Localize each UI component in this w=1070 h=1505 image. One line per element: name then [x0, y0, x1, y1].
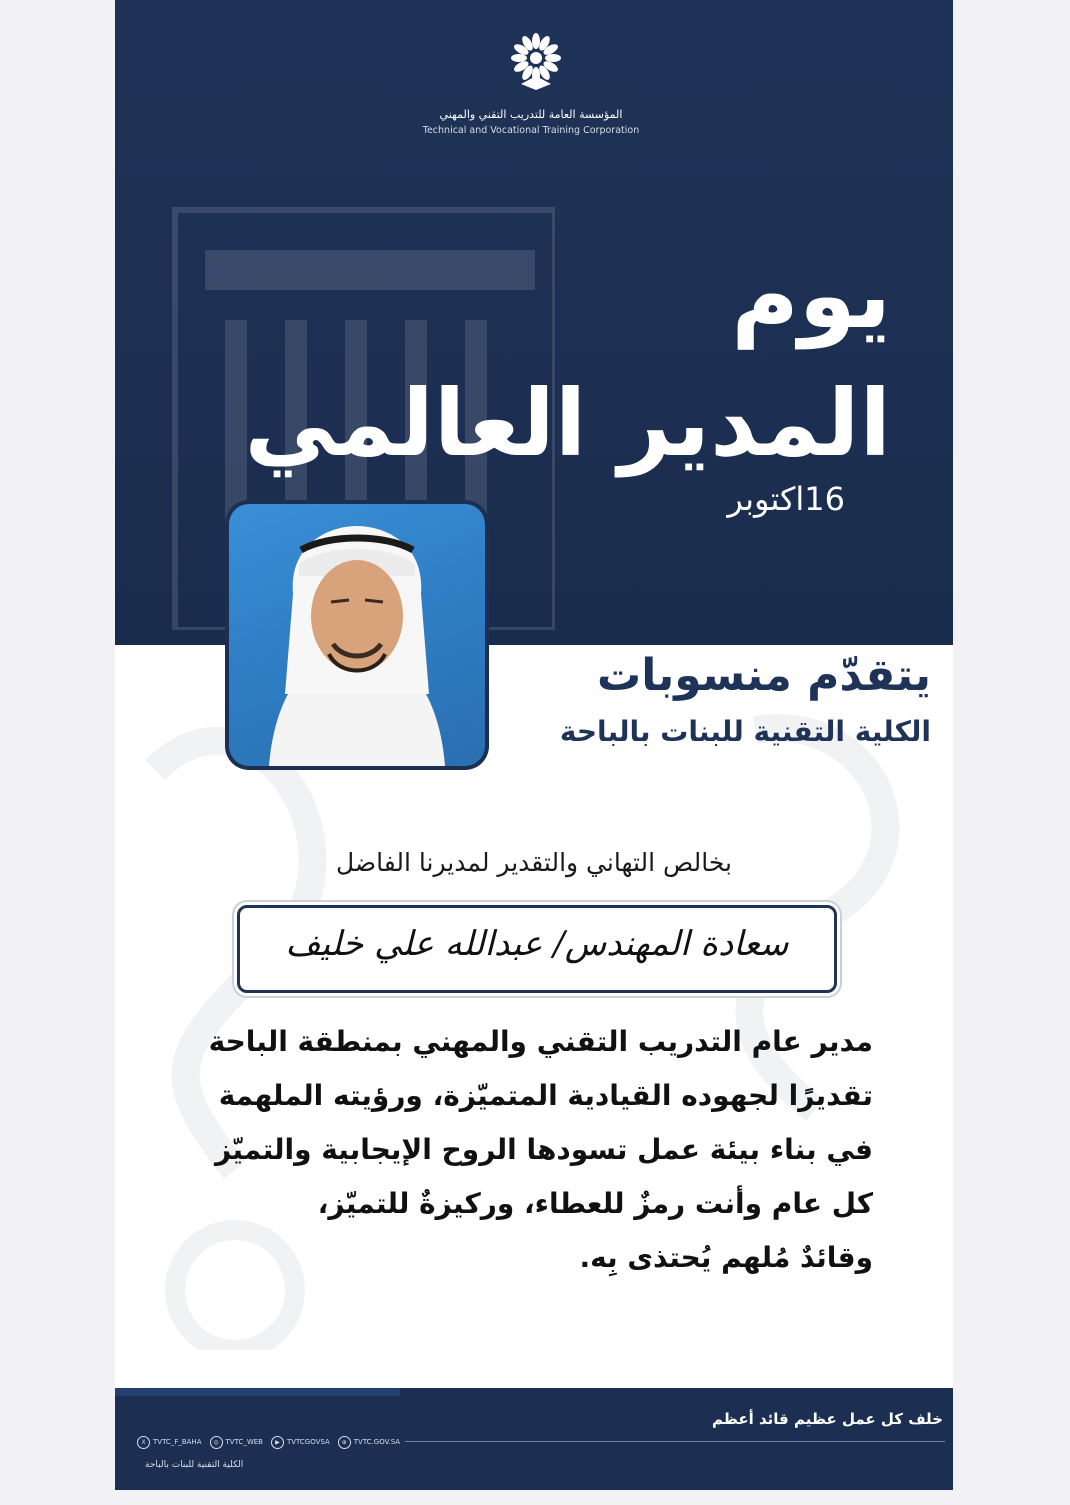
social-link-website[interactable]	[338, 1436, 400, 1449]
tribute-line: مدير عام التدريب التقني والمهني بمنطقة الباحة	[208, 1025, 873, 1058]
logo-name-english: Technical and Vocational Training Corporation	[422, 125, 640, 136]
title-line-1: يوم	[731, 242, 891, 349]
social-link-x[interactable]	[137, 1436, 202, 1449]
x-icon: X	[137, 1436, 150, 1449]
footer-slogan: خلف كل عمل عظيم قائد أعظم	[712, 1410, 943, 1428]
footer-accent	[115, 1388, 400, 1396]
web-icon: ◎	[210, 1436, 223, 1449]
tribute-line: في بناء بيئة عمل تسودها الروح الإيجابية والتميّز	[214, 1133, 873, 1166]
globe-icon: ⊕	[338, 1436, 351, 1449]
social-handle: TVTC_WEB	[225, 1438, 263, 1446]
social-handle: TVTCGOVSA	[286, 1438, 330, 1446]
title-line-2: المدير العالمي	[244, 370, 891, 477]
honoree-name-box	[237, 905, 837, 993]
college-name: الكلية التقنية للبنات بالباحة	[559, 715, 931, 748]
tribute-line: تقديرًا لجهوده القيادية المتميّزة، ورؤيته الملهمة	[218, 1079, 873, 1112]
youtube-icon: ▶	[271, 1436, 284, 1449]
social-link-web[interactable]	[210, 1436, 263, 1449]
greeting-line: بخالص التهاني والتقدير لمديرنا الفاضل	[336, 848, 732, 877]
social-links	[137, 1434, 400, 1450]
person-portrait-icon	[229, 504, 485, 766]
poster	[115, 0, 953, 1490]
event-date: 16اكتوبر	[727, 480, 845, 518]
tribute-line: كل عام وأنت رمزٌ للعطاء، وركيزةٌ للتميّز،	[317, 1187, 873, 1220]
footer-college-name: الكلية التقنية للبنات بالباحة	[145, 1460, 244, 1470]
portrait-frame	[225, 500, 489, 770]
footer-bar	[115, 1388, 953, 1490]
honoree-name: سعادة المهندس/ عبدالله علي خليف	[285, 924, 789, 964]
tvtc-logo-icon	[507, 30, 565, 92]
logo-name-arabic: المؤسسة العامة للتدريب التقني والمهني	[439, 108, 623, 121]
social-handle: TVTC.GOV.SA	[353, 1438, 401, 1446]
social-handle: TVTC_F_BAHA	[153, 1438, 202, 1446]
portrait-photo	[229, 504, 485, 766]
presenter-line: يتقدّم منسوبات	[597, 650, 931, 701]
social-link-youtube[interactable]	[271, 1436, 330, 1449]
tribute-text	[173, 1015, 873, 1285]
tribute-line: وقائدٌ مُلهم يُحتذى بِه.	[579, 1241, 873, 1274]
footer-divider	[405, 1441, 945, 1442]
